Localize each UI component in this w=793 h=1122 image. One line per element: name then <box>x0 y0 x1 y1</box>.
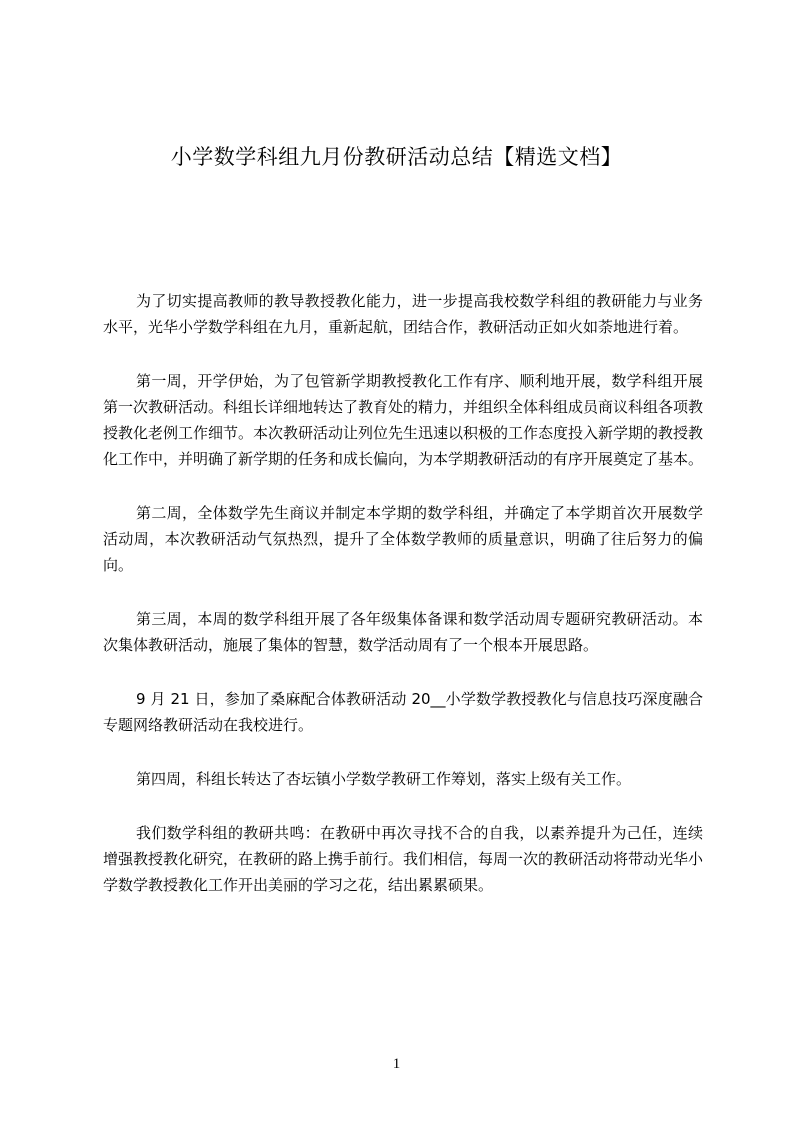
paragraph-week-two: 第二周，全体数学先生商议并制定本学期的数学科组，并确定了本学期首次开展数学活动周，本次教研活动气氛热烈，提升了全体数学教师的质量意识，明确了往后努力的偏向。 <box>103 504 703 574</box>
paragraph-week-three: 第三周，本周的数学科组开展了各年级集体备课和数学活动周专题研究教研活动。本次集体教研活动，施展了集体的智慧，数学活动周有了一个根本开展思路。 <box>103 610 703 654</box>
document-body <box>103 288 703 898</box>
paragraph-sept-21: 9 月 21 日，参加了桑麻配合体教研活动 20__小学数学教授教化与信息技巧深度融合专题网络教研活动在我校进行。 <box>103 690 703 734</box>
document-title: 小学数学科组九月份教研活动总结【精选文档】 <box>170 145 623 169</box>
paragraph-intro: 为了切实提高教师的教导教授教化能力，进一步提高我校数学科组的教研能力与业务水平，光华小学数学科组在九月，重新起航，团结合作，教研活动正如火如荼地进行着。 <box>103 292 703 336</box>
paragraph-conclusion: 我们数学科组的教研共鸣：在教研中再次寻找不合的自我，以素养提升为己任，连续增强教授教化研究，在教研的路上携手前行。我们相信，每周一次的教研活动将带动光华小学数学教授教化工作开出美丽的学习之花，结出累累硕果。 <box>103 824 704 894</box>
paragraph-week-four: 第四周，科组长转达了杏坛镇小学数学教研工作筹划，落实上级有关工作。 <box>136 770 632 788</box>
paragraph-week-one: 第一周，开学伊始，为了包管新学期教授教化工作有序、顺利地开展，数学科组开展第一次教研活动。科组长详细地转达了教育处的精力，并组织全体科组成员商议科组各项教授教化老例工作细节。本次教研活动让列位先生迅速以积极的工作态度投入新学期的教授教化工作中，并明确了新学期的任务和成长偏向，为本学期教研活动的有序开展奠定了基本。 <box>103 372 704 468</box>
page-number: 1 <box>392 1056 401 1072</box>
